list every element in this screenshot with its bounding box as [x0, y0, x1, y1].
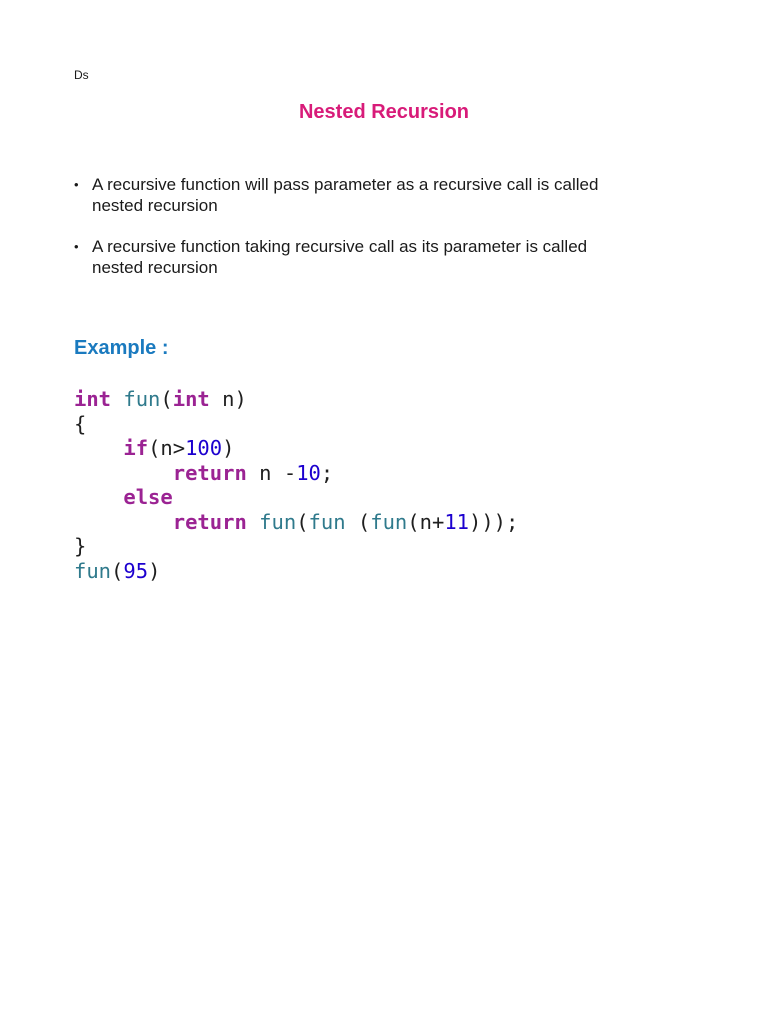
code-text [247, 510, 259, 534]
code-line [74, 412, 518, 437]
code-keyword: else [123, 485, 173, 509]
header-label: Ds [74, 68, 89, 82]
code-text: n) [209, 387, 247, 411]
list-item [74, 236, 694, 278]
code-text [111, 387, 123, 411]
code-text: ( [345, 509, 371, 534]
code-block [74, 387, 518, 583]
code-number: 10 [296, 460, 321, 485]
bullet-text-line: nested recursion [92, 258, 218, 277]
code-keyword: if [123, 436, 149, 460]
code-line [74, 485, 518, 510]
code-number: 11 [444, 509, 469, 534]
code-function: fun [370, 509, 408, 534]
code-text: ( [296, 509, 309, 534]
code-text: ) [148, 558, 161, 583]
code-function: fun [74, 558, 112, 583]
bullet-icon: • [74, 177, 79, 192]
code-keyword: return [172, 509, 247, 534]
code-text: (n> [148, 436, 186, 460]
code-text: n - [246, 460, 297, 485]
code-function: fun [308, 509, 346, 534]
code-text: ( [111, 558, 124, 583]
bullet-list [74, 174, 694, 298]
code-indent [74, 436, 123, 460]
code-indent [74, 461, 173, 485]
code-text: ) [222, 436, 235, 460]
code-number: 100 [185, 436, 223, 460]
code-line [74, 387, 518, 412]
code-number: 95 [123, 558, 149, 583]
code-text: ))); [469, 509, 519, 534]
code-indent [74, 485, 123, 509]
code-indent [74, 510, 173, 534]
code-keyword: return [172, 460, 247, 485]
code-text: { [74, 411, 87, 436]
code-text: ; [320, 460, 334, 485]
code-function: fun [123, 387, 161, 411]
code-text: (n+ [407, 509, 445, 534]
code-keyword: int [74, 387, 112, 411]
bullet-icon: • [74, 239, 79, 254]
list-item [74, 174, 694, 216]
code-keyword: int [172, 387, 210, 411]
code-function: fun [259, 509, 297, 534]
code-line [74, 559, 518, 584]
bullet-text-line: nested recursion [92, 196, 218, 215]
bullet-text-line: A recursive function taking recursive call as its parameter is called [92, 237, 588, 256]
code-text: ( [160, 387, 173, 411]
code-text: } [74, 534, 87, 558]
code-line [74, 436, 518, 461]
page-title: Nested Recursion [298, 101, 470, 123]
code-line [74, 510, 518, 535]
example-heading: Example : [74, 337, 169, 359]
code-line [74, 534, 518, 559]
code-line [74, 461, 518, 486]
bullet-text-line: A recursive function will pass parameter as a recursive call is called [92, 175, 599, 194]
